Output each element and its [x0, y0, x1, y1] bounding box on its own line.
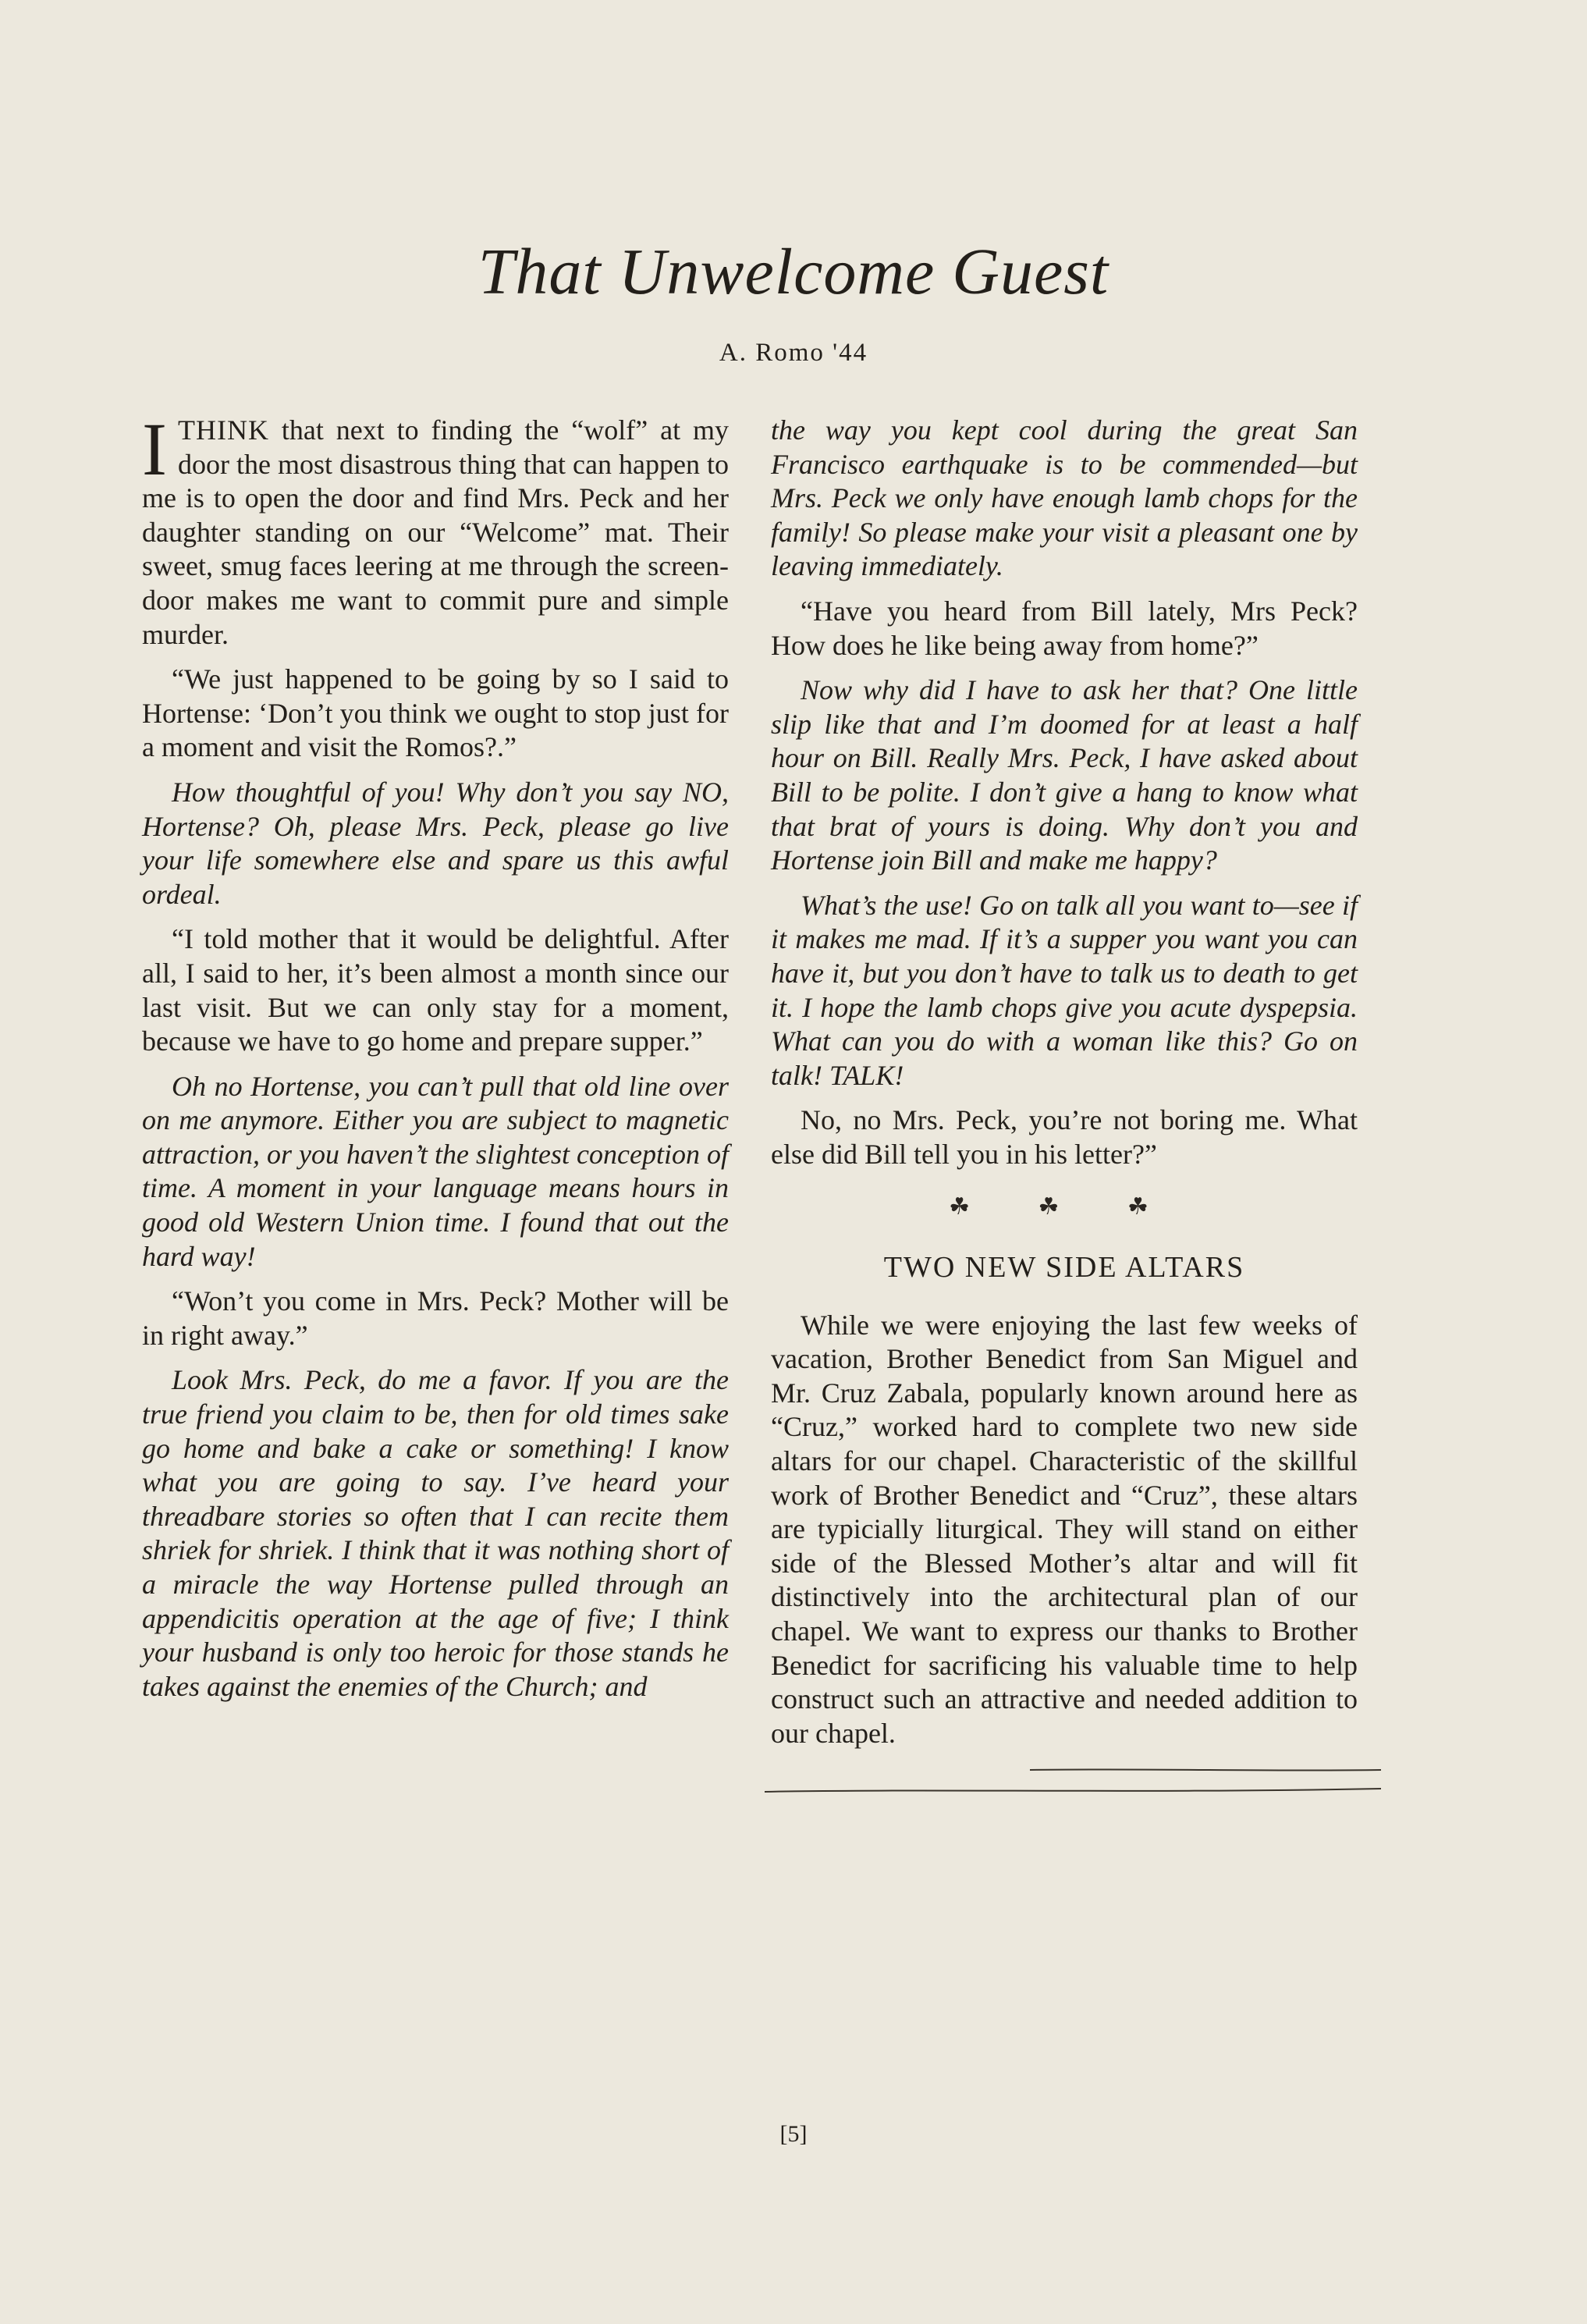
opening-caps: THINK [177, 414, 269, 446]
article-byline: A. Romo '44 [719, 339, 868, 367]
shamrock-ornament-icon: ☘ ☘ ☘ [949, 1194, 1180, 1221]
section-heading: TWO NEW SIDE ALTARS [883, 1251, 1245, 1285]
paragraph: While we were enjoying the last few weeks of vacation, Brother Benedict from San Miguel and Mr. Cruz Zabala, popularly known around here as “Cruz,” worked hard to complete two new side altars for our chapel. Characteristic of the skillful work of Brother Benedict and “Cruz”, these altars are typicially liturgical. They will stand on either side of the Blessed Mother’s altar and will fit distinctively into the architectural plan of our chapel. We want to express our thanks to Brother Benedict for sacrificing his valuable time to help construct such an attractive and needed addition to our chapel. [771, 1309, 1358, 1749]
paragraph-italic: Now why did I have to ask her that? One little slip like that and I’m doomed for at least a half hour on Bill. Really Mrs. Peck, I have asked about Bill to be polite. I don’t give a hang to know what that brat of yours is doing. Why don’t you and Hortense join Bill and make me happy? [771, 674, 1358, 876]
left-column [142, 407, 729, 1715]
paragraph-italic: Oh no Hortense, you can’t pull that old line over on me anymore. Either you are subject to magnetic attraction, or you haven’t the slightest conception of time. A moment in your language means hours in good old Western Union time. I found that out the hard way! [142, 1070, 729, 1272]
paragraph-italic: How thoughtful of you! Why don’t you say NO, Hortense? Oh, please Mrs. Peck, please go live your life somewhere else and spare us this awful ordeal. [142, 776, 729, 910]
paragraph-italic: the way you kept cool during the great San Francisco earthquake is to be commended—but Mrs. Peck we only have enough lamb chops for the family! So please make your visit a pleasant one by leaving immediately. [771, 414, 1358, 582]
drop-cap: I [142, 407, 167, 491]
paragraph-text: that next to finding the “wolf” at my door the most disastrous thing that can happen to me is to open the door and find Mrs. Peck and her daughter standing on our “Welcome” mat. Their sweet, smug faces leering at me through the screen-door makes me want to commit pure and simple murder. [142, 414, 729, 650]
paragraph-italic: What’s the use! Go on talk all you want to—see if it makes me mad. If it’s a supper you want you can have it, but you don’t have to talk us to death to get it. I hope the lamb chops give you acute dyspepsia. What can you do with a woman like this? Go on talk! TALK! [771, 889, 1358, 1091]
paragraph: No, no Mrs. Peck, you’re not boring me. What else did Bill tell you in his letter?” [771, 1104, 1358, 1170]
paragraph: “We just happened to be going by so I said to Hortense: ‘Don’t you think we ought to stop just for a moment and visit the Romos?.” [142, 663, 729, 763]
paragraph: “I told mother that it would be delightful. After all, I said to her, it’s been almost a month since our last visit. But we can only stay for a moment, because we have to go home and prepare supper.” [142, 923, 729, 1057]
article-title: That Unwelcome Guest [478, 236, 1109, 308]
page-number: [5] [779, 2121, 808, 2147]
paragraph: “Have you heard from Bill lately, Mrs Peck? How does he like being away from home?” [771, 595, 1358, 661]
paragraph-italic: Look Mrs. Peck, do me a favor. If you are the true friend you claim to be, then for old times sake go home and bake a cake or something! I know what you are going to say. I’ve heard your threadbare stories so often that I can recite them shriek for shriek. I think that it was nothing short of a miracle the way Hortense pulled through an appendicitis operation at the age of five; I think your husband is only too heroic for those stands he takes against the enemies of the Church; and [142, 1364, 729, 1702]
pencil-underline-mark [765, 1765, 1389, 1796]
paragraph-opening [142, 407, 729, 652]
right-column [771, 414, 1358, 1761]
paragraph: “Won’t you come in Mrs. Peck? Mother will be in right away.” [142, 1285, 729, 1351]
